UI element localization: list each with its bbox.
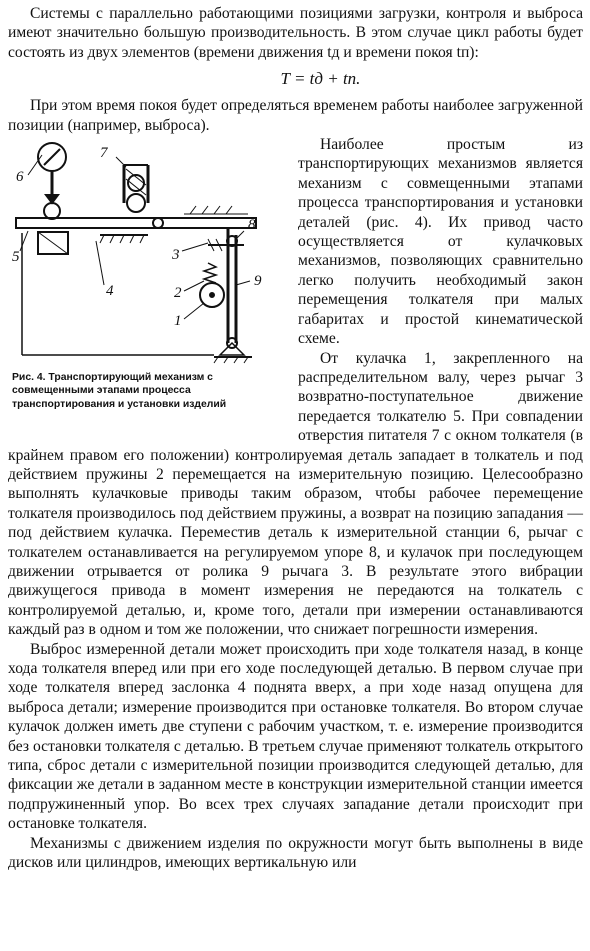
fig-label-6: 6 [16, 169, 24, 186]
fig-label-2: 2 [174, 285, 182, 302]
figure-text-wrap [8, 135, 583, 640]
paragraph-2: При этом время покоя будет определяться временем работы наиболее загруженной позиции (например, выброса). [8, 97, 583, 134]
paragraph-6: Механизмы с движением изделия по окружности могут быть выполнены в виде дисков или цилиндров, имеющих вертикальную или [8, 834, 583, 872]
fig-label-8: 8 [248, 217, 256, 234]
mechanism-drawing [8, 135, 290, 367]
formula: T = tд + tп. [280, 69, 361, 89]
paragraph-1: Системы с параллельно работающими позициями загрузки, контроля и выброса имеют значительно большую производительность. В этом случае цикл работы будет состоять из двух элементов (времени движения tд и времени покоя tп): [8, 5, 583, 61]
fig-label-4: 4 [106, 283, 114, 300]
fig-label-5: 5 [12, 249, 20, 266]
figure-4 [8, 135, 290, 435]
fig-label-9: 9 [254, 273, 262, 290]
paragraph-5: Выброс измеренной детали может происходить при ходе толкателя назад, в конце хода толкателя вперед или при его ходе последующей деталью. В первом случае при ходе толкателя вперед заслонка 4 поднята вверх, а при ходе назад опущена для выброса детали; измерение производится при остановке толкателя. Во втором случае кулачок должен иметь две ступени с рабочим участком, т. е. измерение производится без остановки толкателя с деталью. В третьем случае применяют толкатель открытого типа, сброс детали с измерительной позиции производится следующей деталью, для фиксации же детали в заданном месте в конструкции измерительной станции имеется подпружиненный упор. Во всех трех случаях западание детали происходит при остановке толкателя. [8, 640, 583, 833]
fig-label-1: 1 [174, 313, 182, 330]
figure-caption: Рис. 4. Транспортирующий механизм с совмещенными этапами процесса транспортирования и установки изделий [12, 372, 227, 410]
fig-label-3: 3 [172, 247, 180, 264]
fig-label-7: 7 [100, 145, 108, 162]
paragraph-4: От кулачка 1, закрепленного на распределительном валу, через рычаг 3 возвратно-поступательное движение передается толкателю 5. При совпадении отверстия питателя 7 с окном толкателя (в крайнем правом его положении) контролируемая деталь западает в толкатель и под действием пружины 2 перемещается на измерительную позицию. Целесообразно выполнять кулачковые приводы таким образом, чтобы рабочее перемещение толкателя производилось под действием пружины, а возврат на позицию западания — под действием кулачка. Переместив деталь к измерительной станции 6, рычаг с толкателем останавливается на регулируемом упоре 8, и кулачок при последующем движении отрывается от ролика 9 рычага 3. В результате этого вибрации движущегося привода в момент измерения не передаются на толкатель с контролируемой деталью, и, кроме того, детали при измерении останавливаются каждый раз в одном и том же положении, что снижает погрешности измерения. [8, 349, 583, 639]
paragraph-3: Наиболее простым из транспортирующих механизмов является механизм с совмещенными этапами процесса транспортирования и установки деталей (рис. 4). Их привод часто осуществляется от кулачковых механизмов, позволяющих сравнительно легко получить необходимый закон перемещения толкателя при малых габаритах и простой кинематической схеме. [298, 136, 583, 348]
